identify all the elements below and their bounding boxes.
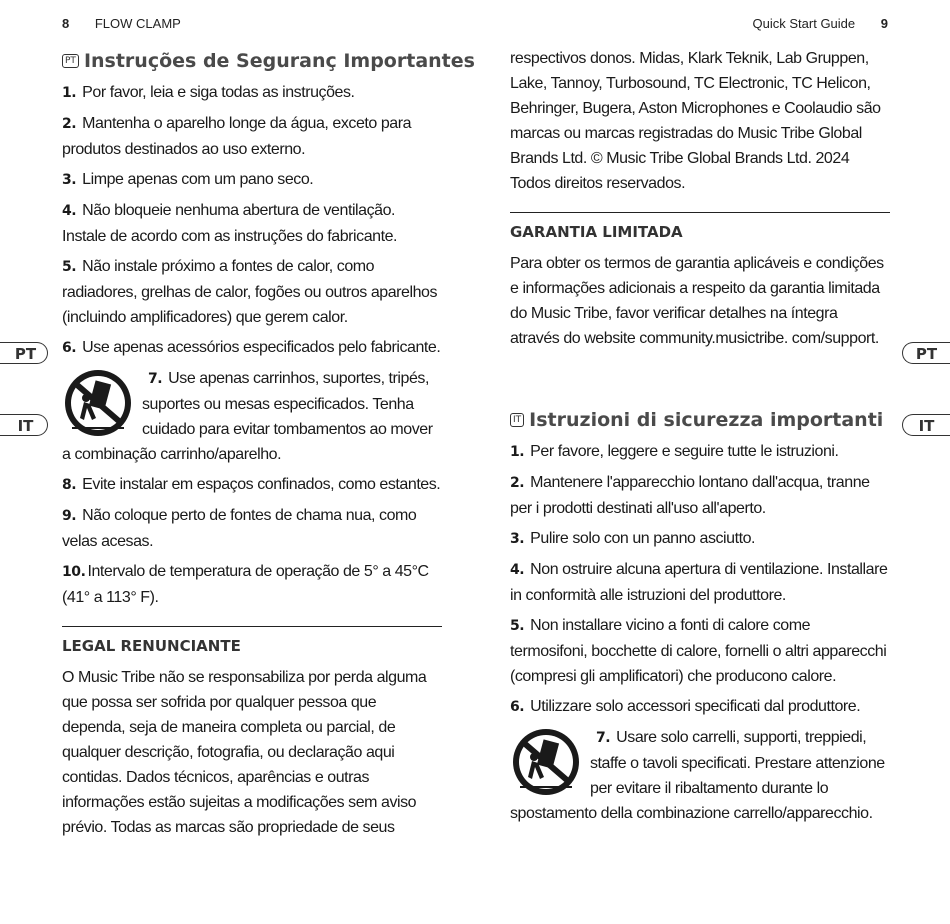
legal-text-continued: respectivos donos. Midas, Klark Teknik, Lab Gruppen, Lake, Tannoy, Turbosound, TC Electronic, TC Helicon, Behringer, Bugera, Aston Microphones e Coolaudio são marcas ou marcas registradas do Music Tribe Global Brands Ltd. © Music Tribe Global Brands Ltd. 2024 Todos direitos reservados. bbox=[510, 50, 881, 192]
page-number-left: 8 bbox=[62, 16, 70, 31]
side-tab-it-right[interactable]: IT bbox=[902, 414, 950, 436]
side-tab-pt-right[interactable]: PT bbox=[902, 342, 950, 364]
it-item: 2. Mantenere l'apparecchio lontano dall'acqua, tranne per i prodotti destinati all'uso all'aperto. bbox=[510, 474, 870, 517]
pt-item: 4. Não bloqueie nenhuma abertura de ventilação. Instale de acordo com as instruções do fabricante. bbox=[62, 202, 398, 245]
product-title: FLOW CLAMP bbox=[94, 16, 181, 31]
it-lang-code: IT bbox=[510, 413, 524, 427]
pt-lang-code: PT bbox=[62, 54, 79, 68]
page-number-right: 9 bbox=[880, 16, 888, 31]
it-item: 4. Non ostruire alcuna apertura di ventilazione. Installare in conformità alle istruzioni del produttore. bbox=[510, 561, 888, 604]
pt-item: 10. Intervalo de temperatura de operação de 5° a 45°C (41° a 113° F). bbox=[62, 563, 429, 606]
it-section-title bbox=[510, 409, 890, 431]
it-item: 6. Utilizzare solo accessori specificati dal produttore. bbox=[510, 698, 861, 715]
warranty-text: Para obter os termos de garantia aplicáveis e condições e informações adicionais a respeito da garantia limitada do Music Tribe, favor verificar detalhes na íntegra através do website community.musictribe. com/support. bbox=[510, 255, 884, 347]
pt-item: 2. Mantenha o aparelho longe da água, exceto para produtos destinados ao uso externo. bbox=[62, 115, 412, 158]
warranty-heading: GARANTIA LIMITADA bbox=[510, 223, 683, 241]
legal-text: O Music Tribe não se responsabiliza por perda alguma que possa ser sofrida por qualquer pessoa que dependa, seja de maneira completa ou parcial, de qualquer descrição, fotografia, ou declaração aqui contidas. Dados técnicos, aparências e outras informações estão sujeitas a modificações sem aviso prévio. Todas as marcas são propriedade de seus bbox=[62, 669, 427, 836]
guide-title: Quick Start Guide bbox=[752, 16, 856, 31]
cart-warning-icon bbox=[510, 727, 582, 797]
pt-item-cart: 7. Use apenas carrinhos, suportes, tripés, suportes ou mesas especificados. Tenha cuidado para evitar tombamentos ao mover a combinação carrinho/aparelho. bbox=[62, 370, 433, 463]
right-column bbox=[510, 46, 890, 831]
side-tab-it-left[interactable]: IT bbox=[0, 414, 48, 436]
pt-item: 9. Não coloque perto de fontes de chama nua, como velas acesas. bbox=[62, 507, 417, 550]
divider bbox=[62, 626, 442, 627]
side-tab-pt-left[interactable]: PT bbox=[0, 342, 48, 364]
pt-item: 3. Limpe apenas com um pano seco. bbox=[62, 171, 314, 188]
pt-item: 6. Use apenas acessórios especificados pelo fabricante. bbox=[62, 339, 441, 356]
it-title-text: Istruzioni di sicurezza importanti bbox=[529, 409, 884, 431]
pt-item: 5. Não instale próximo a fontes de calor, como radiadores, grelhas de calor, fogões ou outros aparelhos (incluindo amplificadores) que gerem calor. bbox=[62, 258, 438, 326]
pt-item: 1. Por favor, leia e siga todas as instruções. bbox=[62, 84, 355, 101]
pt-item: 8. Evite instalar em espaços confinados, como estantes. bbox=[62, 476, 441, 493]
it-item: 3. Pulire solo con un panno asciutto. bbox=[510, 530, 756, 547]
pt-section-title bbox=[62, 50, 475, 72]
pt-title-text: Instruções de Seguranç Importantes bbox=[83, 50, 475, 72]
it-item: 5. Non installare vicino a fonti di calore come termosifoni, bocchette di calore, fornelli o altri apparecchi (compresi gli amplificatori) che producono calore. bbox=[510, 617, 887, 685]
header-left bbox=[62, 16, 181, 31]
left-column bbox=[62, 46, 475, 840]
header-right bbox=[753, 16, 888, 31]
divider bbox=[510, 212, 890, 213]
legal-heading: LEGAL RENUNCIANTE bbox=[62, 637, 241, 655]
cart-warning-icon bbox=[62, 368, 134, 438]
it-item-cart: 7. Usare solo carrelli, supporti, treppiedi, staffe o tavoli specificati. Prestare attenzione per evitare il ribaltamento durante lo spostamento della combinazione carrello/apparecchio. bbox=[510, 729, 885, 822]
it-item: 1. Per favore, leggere e seguire tutte le istruzioni. bbox=[510, 443, 839, 460]
